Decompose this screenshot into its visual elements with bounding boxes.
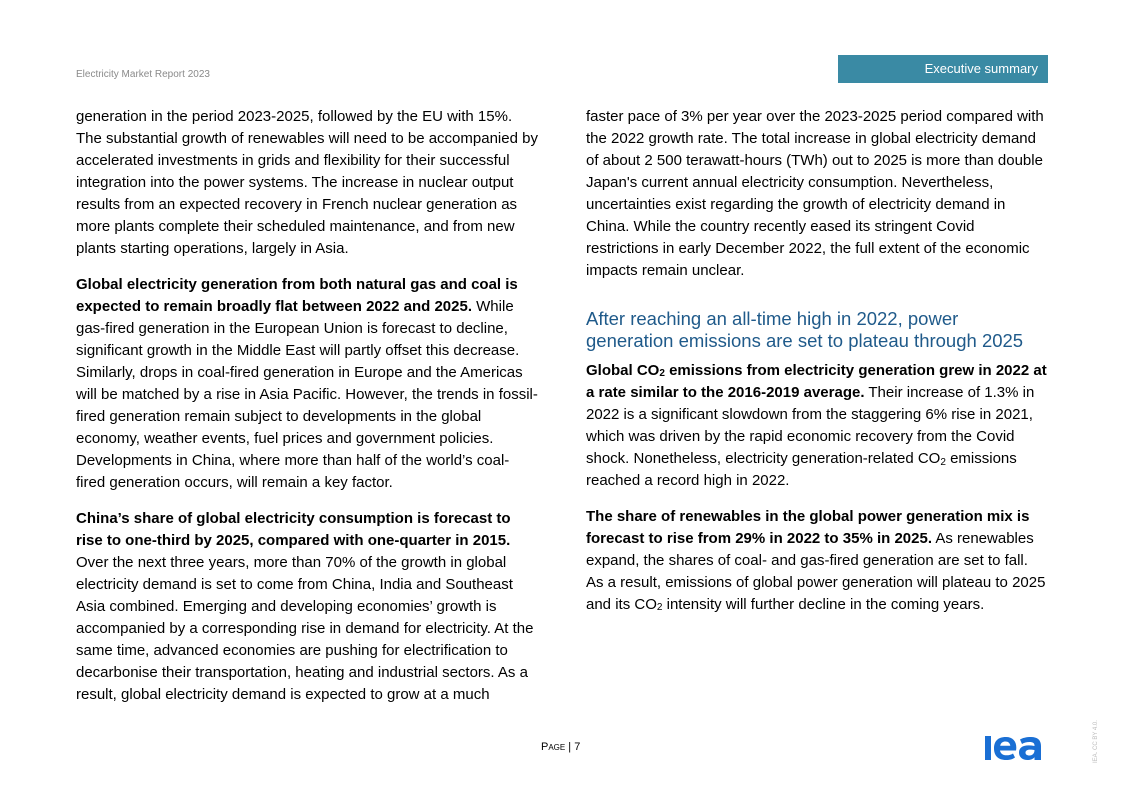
- paragraph-lead: Global CO2 emissions from electricity generation grew in 2022 at a rate similar to the 2016-2019 average.: [586, 362, 1047, 401]
- paragraph-text: faster pace of 3% per year over the 2023-2025 period compared with the 2022 growth rate. The total increase in global electricity demand of about 2 500 terawatt-hours (TWh) out to 2025 is more than double Japan's current annual electricity consumption. Nevertheless, uncertainties exist regarding the growth of electricity demand in China. While the country recently eased its stringent Covid restrictions in early December 2022, the full extent of the economic impacts remain unclear.: [586, 108, 1044, 279]
- paragraph-text: generation in the period 2023-2025, followed by the EU with 15%. The substantial growth of renewables will need to be accompanied by accelerated investments in grids and flexibility for their successful integration into the power systems. The increase in nuclear output results from an expected recovery in French nuclear generation as more plants complete their scheduled maintenance, and from new plants starting operations, largely in Asia.: [76, 108, 538, 257]
- paragraph: [76, 106, 538, 260]
- paragraph-text: Their increase of 1.3% in 2022 is a significant slowdown from the staggering 6% rise in 2021, which was driven by the rapid economic recovery from the Covid shock. Nonetheless, electricity generation-related $CO_2$ emissions reached a record high in 2022.: [586, 384, 1035, 489]
- paragraph-lead: The share of renewables in the global power generation mix is forecast to rise from 29% in 2022 to 35% in 2025.: [586, 508, 1030, 547]
- paragraph: [76, 508, 538, 706]
- license-note: IEA. CC BY 4.0.: [1093, 720, 1099, 763]
- paragraph-text: Over the next three years, more than 70% of the growth in global electricity demand is set to come from China, India and Southeast Asia combined. Emerging and developing economies’ growth is accompanied by a corresponding rise in demand for electricity. At the same time, advanced economies are pushing for electrification to decarbonise their transportation, heating and industrial sectors. As a result, global electricity demand is expected to grow at a much: [76, 554, 534, 703]
- right-column: [586, 106, 1048, 630]
- section-heading: After reaching an all-time high in 2022, power generation emissions are set to plateau through 2025: [586, 308, 1024, 351]
- iea-logo: [984, 730, 1048, 762]
- paragraph: [586, 106, 1048, 282]
- paragraph: [586, 360, 1048, 492]
- paragraph-text: As renewables expand, the shares of coal- and gas-fired generation are set to fall. As a result, emissions of global power generation will plateau to 2025 and its CO2 intensity will further decline in the coming years.: [586, 530, 1046, 613]
- paragraph: [76, 274, 538, 494]
- paragraph: [586, 506, 1048, 616]
- left-column: [76, 106, 538, 720]
- paragraph-lead: Global electricity generation from both natural gas and coal is expected to remain broadly flat between 2022 and 2025.: [76, 276, 518, 315]
- paragraph-text: While gas-fired generation in the European Union is forecast to decline, significant growth in the Middle East will partly offset this decrease. Similarly, drops in coal-fired generation in Europe and the Americas will be matched by a rise in Asia Pacific. However, the trends in fossil-fired generation remain subject to developments in the global economy, weather events, fuel prices and government policies. Developments in China, where more than half of the world’s coal-fired generation occurs, will remain a key factor.: [76, 298, 538, 491]
- section-tab: Executive summary: [838, 55, 1048, 83]
- page-number: Page | 7: [541, 741, 581, 753]
- paragraph-lead: China’s share of global electricity consumption is forecast to rise to one-third by 2025, compared with one-quarter in 2015.: [76, 510, 511, 549]
- report-title: Electricity Market Report 2023: [76, 69, 210, 80]
